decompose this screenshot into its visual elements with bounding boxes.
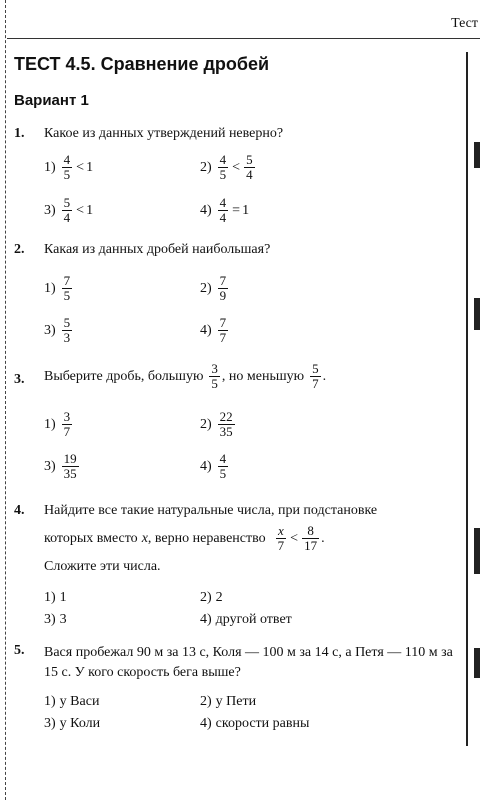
fraction: $\frac{5}{3}$ — [63, 315, 71, 345]
header-rule — [7, 38, 480, 39]
answer-option[interactable] — [200, 590, 223, 606]
option-number: 1) — [44, 694, 56, 709]
relation-sign: < — [290, 530, 299, 546]
answer-option[interactable] — [200, 612, 292, 628]
question-number: 5. — [14, 643, 25, 658]
fraction: $\frac{4}{5}$ — [63, 152, 71, 182]
relation-sign: < — [76, 202, 85, 218]
relation-sign: < — [232, 159, 241, 175]
option-number: 4) — [200, 612, 212, 627]
fraction: $\frac{22}{35}$ — [219, 409, 233, 439]
fraction: $\frac{x}{7}$ — [277, 523, 285, 553]
option-text: 3 — [59, 612, 67, 627]
fraction: $\frac{3}{5}$ — [211, 361, 218, 391]
question-text: Какое из данных утверждений неверно? — [44, 126, 284, 141]
answer-option[interactable] — [200, 274, 230, 303]
fraction: $\frac{5}{4}$ — [246, 152, 253, 182]
option-number: 4) — [200, 322, 212, 338]
margin-rule — [466, 52, 468, 746]
option-number: 4) — [200, 202, 212, 218]
option-number: 3) — [44, 202, 56, 218]
answer-option[interactable] — [44, 153, 93, 182]
answer-option[interactable] — [44, 196, 93, 225]
answer-option[interactable] — [44, 612, 67, 628]
option-number: 3) — [44, 716, 56, 731]
question-number: 2. — [14, 242, 25, 257]
option-number: 2) — [200, 590, 212, 605]
fraction: $\frac{7}{9}$ — [219, 273, 227, 303]
option-number: 1) — [44, 590, 56, 605]
option-number: 4) — [200, 458, 212, 474]
option-number: 1) — [44, 416, 56, 432]
relation-sign: < — [76, 159, 85, 175]
option-number: 3) — [44, 322, 56, 338]
answer-option[interactable] — [200, 452, 230, 481]
page-title: ТЕСТ 4.5. Сравнение дробей — [14, 54, 270, 74]
question-text: которых вместо x , верно неравенство $\frac{x}{7}$ < $\frac{8}{17}$ . — [44, 523, 325, 553]
answer-option[interactable] — [44, 716, 100, 732]
option-text: у Коли — [59, 716, 101, 731]
fraction: $\frac{8}{17}$ — [304, 523, 318, 553]
fraction: $\frac{7}{5}$ — [63, 273, 71, 303]
option-text: другой ответ — [215, 612, 292, 627]
option-number: 4) — [200, 716, 212, 731]
option-number: 2) — [200, 280, 212, 296]
option-number: 3) — [44, 612, 56, 627]
answer-option[interactable] — [200, 410, 237, 439]
header-label: Тест — [451, 16, 478, 31]
relation-sign: = — [232, 202, 241, 218]
question-number: 1. — [14, 126, 25, 141]
option-number: 1) — [44, 159, 56, 175]
fraction: $\frac{7}{7}$ — [219, 315, 227, 345]
question-text: Вася пробежал 90 м за 13 с, Коля — 100 м за 14 с, а Петя — 110 м за 15 с. У кого скорость бега выше? — [44, 645, 453, 680]
fraction: $\frac{4}{5}$ — [219, 152, 227, 182]
question-number: 4. — [14, 503, 25, 518]
fraction: $\frac{4}{4}$ — [219, 195, 227, 225]
option-text: у Васи — [59, 694, 100, 709]
fraction: $\frac{5}{7}$ — [312, 361, 319, 391]
question-number: 3. — [14, 372, 25, 387]
option-number: 2) — [200, 416, 212, 432]
option-number: 2) — [200, 159, 212, 175]
cut-line — [5, 0, 6, 800]
answer-option[interactable] — [200, 196, 249, 225]
fraction: $\frac{19}{35}$ — [63, 451, 77, 481]
question-text: Сложите эти числа. — [44, 559, 161, 574]
option-text: скорости равны — [215, 716, 310, 731]
question-text: Выберите дробь, большую $\frac{3}{5}$ , но меньшую $\frac{5}{7}$ . — [44, 361, 327, 391]
number: 1 — [86, 159, 94, 175]
question-text: Найдите все такие натуральные числа, при подстановке — [44, 503, 378, 518]
margin-marker — [474, 298, 480, 330]
fraction: $\frac{3}{7}$ — [63, 409, 71, 439]
answer-option[interactable] — [200, 316, 230, 345]
answer-option[interactable] — [200, 716, 309, 732]
fraction: $\frac{4}{5}$ — [219, 451, 227, 481]
option-number: 2) — [200, 694, 212, 709]
answer-option[interactable] — [44, 452, 81, 481]
option-text: 1 — [59, 590, 67, 605]
variable: x — [141, 530, 148, 546]
answer-option[interactable] — [44, 274, 74, 303]
answer-option[interactable] — [200, 153, 257, 182]
answer-option[interactable] — [44, 316, 74, 345]
answer-option[interactable] — [200, 694, 256, 710]
answer-option[interactable] — [44, 590, 67, 606]
number: 1 — [242, 202, 250, 218]
question-text: Какая из данных дробей наибольшая? — [44, 242, 271, 257]
variant-heading: Вариант 1 — [14, 92, 89, 109]
number: 1 — [86, 202, 94, 218]
option-text: у Пети — [215, 694, 257, 709]
margin-marker — [474, 528, 480, 574]
option-number: 1) — [44, 280, 56, 296]
answer-option[interactable] — [44, 410, 74, 439]
margin-marker — [474, 142, 480, 168]
margin-marker — [474, 648, 480, 678]
answer-option[interactable] — [44, 694, 99, 710]
option-number: 3) — [44, 458, 56, 474]
fraction: $\frac{5}{4}$ — [63, 195, 71, 225]
option-text: 2 — [215, 590, 223, 605]
